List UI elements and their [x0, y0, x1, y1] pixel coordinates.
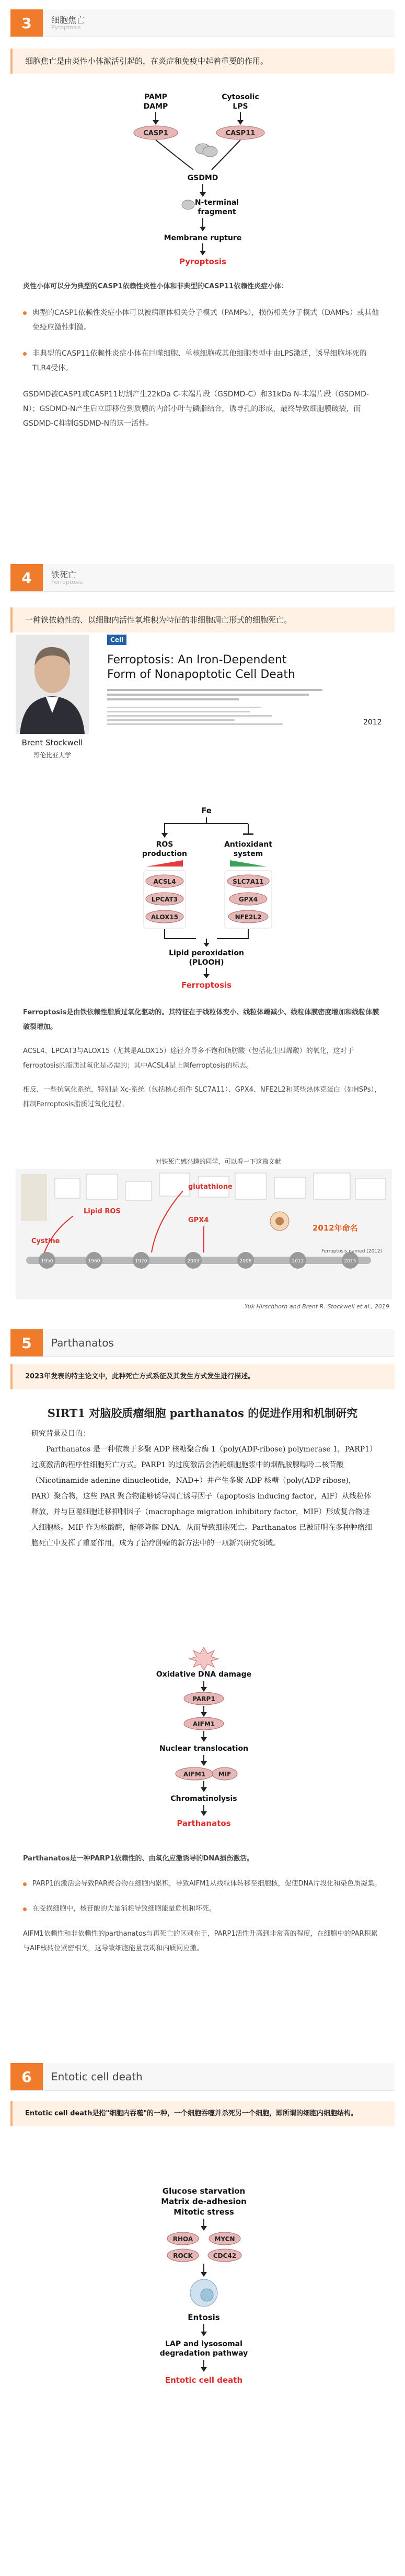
pyroptosis-text: [0, 279, 405, 431]
section-header: [10, 2063, 395, 2091]
nuclear-label: Nuclear translocation: [159, 1744, 249, 1753]
lap-label-2: degradation pathway: [159, 2349, 248, 2358]
text-tile: [355, 1178, 386, 1199]
thesis-title: [0, 1405, 405, 1421]
highlight-year: 2012年命名: [313, 1223, 358, 1233]
arrowhead: [201, 2367, 207, 2372]
section-title: 细胞焦亡: [51, 15, 85, 25]
paper-title-1: Ferroptosis: An Iron-Dependent: [107, 653, 287, 666]
text-tile: [235, 1173, 267, 1199]
mif-label: MIF: [218, 1771, 232, 1778]
year-label: 1950: [41, 1259, 53, 1264]
image-tile: [21, 1174, 47, 1221]
oxidative-label: Oxidative DNA damage: [156, 1670, 252, 1679]
intro-box: [10, 49, 395, 74]
entotic-outcome: Entotic cell death: [165, 2375, 243, 2385]
bullet-item: 非典型的CASP11依赖性炎症小体在巨噬细胞、单核细胞或其他细胞类型中由LPS激活，诱导细胞坏死的TLR4受体。: [23, 346, 382, 376]
lead-text: Parthanatos是一种PARP1依赖性的、由氧化应激诱导的DNA损伤激活。: [23, 1855, 254, 1863]
bullet-item: 在受损细胞中，核苷酸的大量消耗导致细胞能量危机和坏死。: [23, 1902, 382, 1916]
year-label: 2015: [344, 1259, 356, 1264]
ferro-para-1: [23, 1005, 382, 1035]
arrowhead: [201, 1712, 207, 1717]
rock-label: ROCK: [173, 2252, 193, 2259]
arrowhead: [201, 1787, 207, 1792]
person-name: Brent Stockwell: [21, 738, 83, 747]
closing-text: AIFM1依赖性和非依赖性的parthanatos与再死亡的区别在于，PARP1活性升高到非常高的程度，在细胞中的PAR积累与AIF核转位紧密相关，这导致细胞能量衰竭和内质网应激。: [23, 1930, 378, 1952]
section-subtitle: Ferroptosis: [51, 579, 83, 586]
mycn-label: MYCN: [214, 2235, 235, 2243]
gsdmd-blob: [203, 146, 217, 157]
section-pyroptosis: [0, 9, 405, 74]
intro-box: [10, 2101, 395, 2126]
arrowhead: [161, 833, 168, 838]
arrowhead: [201, 2272, 207, 2277]
arrowhead: [153, 120, 159, 125]
section-number: 5: [10, 1329, 43, 1356]
ferro-definition: 是由铁依赖性脂质过氧化驱动的。其特征在于线粒体变小、线粒体嵴减少、线粒体膜密度增加和线粒体膜破裂增加。: [23, 1009, 379, 1031]
inner-cell: [201, 2289, 213, 2301]
rhoa-label: RHOA: [172, 2235, 193, 2243]
inhibit-line: [217, 929, 248, 939]
person-affiliation: 哥伦比亚大学: [33, 752, 71, 759]
paper-year: 2012: [363, 718, 382, 727]
gene-nfe2l2: NFE2L2: [235, 914, 262, 921]
antioxidant-label-2: system: [233, 850, 263, 858]
gene-acsl4: ACSL4: [153, 878, 176, 885]
arrowhead: [201, 1737, 207, 1742]
section-subtitle: Pyroptosis: [51, 24, 81, 31]
chromatin-label: Chromatinolysis: [170, 1795, 237, 1803]
ros-label-1: ROS: [156, 840, 173, 849]
arrowhead: [201, 1687, 207, 1692]
arrowhead: [203, 974, 210, 978]
stress-label-3: Mitotic stress: [173, 2207, 234, 2217]
timeline-chart: [16, 1169, 392, 1299]
intro-text: 2023年发表的特主论文中，此种死亡方式系征及其发生方式发生进行描述。: [25, 1373, 255, 1380]
lipid-label-2: (PLOOH): [189, 958, 224, 967]
label-lipid-ros: Lipid ROS: [84, 1208, 121, 1215]
pyroptosis-diagram: [99, 84, 308, 266]
gene-lpcat3: LPCAT3: [151, 896, 178, 903]
intro-box: [10, 1364, 395, 1389]
thesis-subheading: 研究背景及目的：: [31, 1430, 90, 1438]
fragment-blob: [182, 200, 194, 209]
casp1-label: CASP1: [143, 130, 168, 137]
closing-text: GSDMD被CASP1或CASP11切割产生22kDa C-末端片段（GSDMD-C）和31kDa N-末端片段（GSDMD-N）；GSDMD-N产生后立即移位到质膜的内部小叶与磷脂结合，诱导孔的形成，最终导致细胞膜破裂，而GSDMD-C抑制GSDMD-N的这一活性。: [23, 390, 369, 428]
ros-wedge: [146, 860, 183, 867]
parthanatos-text: [0, 1852, 405, 1956]
ferroptosis-text: [0, 1005, 405, 1112]
arrowhead: [200, 227, 206, 231]
cell-glyph: [275, 1217, 284, 1225]
year-label: 1960: [88, 1259, 100, 1264]
aifm1-label: AIFM1: [192, 1720, 215, 1728]
section-ferroptosis: [0, 564, 405, 633]
membrane-label: Membrane rupture: [164, 234, 242, 242]
gsdmd-label: GSDMD: [187, 174, 218, 182]
ferro-para-2: ACSL4、LPCAT3与ALOX15（尤其是ALOX15）途径介导多不饱和脂肪酸（包括花生四烯酸）的氧化，这对于ferroptosis的脂质过氧化是必需的；其中ACSL4是上调ferroptosis的标志。: [23, 1047, 354, 1070]
section-number: 6: [10, 2063, 43, 2090]
parthanatos-outcome: Parthanatos: [177, 1819, 231, 1828]
arrowhead: [201, 2226, 207, 2231]
thesis-excerpt: [0, 1405, 405, 1551]
ferroptosis-outcome: Ferroptosis: [181, 980, 232, 990]
timeline-heading: 对铁死亡感兴趣的同学，可以看一下这篇文献: [155, 1158, 281, 1165]
section-header: [10, 9, 395, 37]
thesis-title-post: 的促进作用和机制研究: [244, 1407, 358, 1420]
input-cytosolic: Cytosolic: [222, 93, 259, 101]
arrow: [156, 140, 193, 170]
label-gpx4: GPX4: [188, 1216, 209, 1224]
label-glutathione: glutathione: [188, 1183, 233, 1191]
journal-badge: Cell: [107, 635, 126, 645]
arrow: [165, 929, 196, 939]
ferro-para-3: 相反，一些抗氧化系统，特别是 Xc-系统（包括核心组件 SLC7A11）、GPX4、NFE2L2和某些热休克蛋白（如HSPs），抑制Ferroptosis脂质过氧化过程。: [23, 1086, 381, 1108]
text-tile: [125, 1181, 152, 1200]
text-tile: [55, 1178, 80, 1198]
thesis-body: Parthanatos 是一种依赖于多聚 ADP 核糖聚合酶 1（poly(ADP-ribose) polymerase 1，PARP1）过度激活的程序性细胞死亡方式。PARP1 的过度激活会消耗细胞胞浆中的烟酰胺腺嘌呤二核苷酸（Nicotinamide adenine dinucleotide，NAD+）并产生多聚 ADP 核糖（poly(ADP-ribose)，PAR）聚合物，这些 PAR 聚合物能够诱导凋亡诱导因子（apoptosis inducing factor，AIF）从线粒体释放，并与巨噬细胞迁移抑制因子（macrophage migration inhibitory factor，MIF）形成复合物进入细胞核。MIF 作为核酸酶，能够降解 DNA，从而导致细胞死亡。Parthanatos 已被证明在多种肿瘤细胞死亡中发挥了重要作用，成为了治疗肿瘤的新方法中的一项新兴研究领域。: [31, 1445, 374, 1548]
arrowhead: [200, 251, 206, 255]
text-tile: [159, 1173, 190, 1196]
stress-label-2: Matrix de-adhesion: [161, 2197, 247, 2206]
lap-label-1: LAP and lysosomal: [165, 2340, 242, 2348]
section-header: [10, 1329, 395, 1357]
year-label: 2008: [239, 1259, 252, 1264]
section-title: Entotic cell death: [51, 2070, 143, 2083]
arrowhead: [237, 120, 244, 125]
parthanatos-diagram: [99, 1645, 308, 1839]
nterm-label-1: N-terminal: [194, 198, 239, 207]
section-number: 4: [10, 564, 43, 591]
intro-text: 一种铁依赖性的、以细胞内活性氧堆积为特征的非细胞凋亡形式的细胞死亡。: [25, 615, 292, 625]
thesis-title-pre: SIRT1 对脑胶质瘤细胞: [47, 1407, 170, 1420]
ros-label-2: production: [142, 850, 187, 858]
antioxidant-wedge: [230, 860, 267, 867]
input-damp: DAMP: [143, 102, 168, 111]
text-tile: [86, 1174, 118, 1199]
section-entotic: [0, 2063, 405, 2126]
timeline-figure: [16, 1157, 389, 1166]
gene-gpx4: GPX4: [238, 896, 258, 903]
timeline-source: Yuk Hirschhorn and Brent R. Stockwell et al., 2019: [245, 1303, 389, 1310]
ferro-term: Ferroptosis: [23, 1009, 67, 1016]
lipid-label-1: Lipid peroxidation: [169, 949, 244, 957]
bullet-item: 典型的CASP1依赖性炎症小体可以被病原体相关分子模式（PAMPs），损伤相关分子模式（DAMPs）或其他免疫应激性刺激。: [23, 306, 382, 335]
intro-text: 是指"细胞内吞噬"的一种，一个细胞吞噬并杀死另一个细胞，即所谓的细胞内细胞结构。: [92, 2110, 358, 2117]
ferroptosis-diagram: [97, 802, 316, 990]
casp11-label: CASP11: [225, 130, 256, 137]
label-cystine: Cystine: [31, 1237, 60, 1245]
intro-term: Entotic cell death: [25, 2110, 92, 2117]
author-lines: [107, 689, 327, 728]
arrowhead: [201, 1761, 207, 1766]
section-number: 3: [10, 9, 43, 37]
bullet-item: PARP1的激活会导致PAR聚合物在细胞内累积，导致AIFM1从线粒体转移至细胞核，促使DNA片段化和染色质凝集。: [23, 1877, 382, 1891]
section-parthanatos: [0, 1329, 405, 1389]
label-ferroptosis-named: Ferroptosis named (2012): [321, 1249, 383, 1254]
year-label: 2003: [187, 1259, 200, 1264]
lead-text: 炎性小体可以分为典型的CASP1依赖性炎性小体和非典型的CASP11依赖性炎症小体：: [23, 283, 288, 290]
arrowhead: [201, 1811, 207, 1816]
entosis-label: Entosis: [188, 2313, 220, 2322]
gene-alox15: ALOX15: [151, 914, 179, 921]
year-label: 1970: [135, 1259, 147, 1264]
year-label: 2012: [292, 1259, 304, 1264]
fe-label: Fe: [201, 806, 212, 815]
paper-title-2: Form of Nonapoptotic Cell Death: [107, 668, 295, 681]
nterm-label-2: fragment: [198, 208, 236, 216]
arrowhead: [203, 943, 210, 947]
text-tile: [274, 1177, 306, 1198]
arrow: [165, 817, 206, 834]
arrowhead: [201, 2332, 207, 2336]
text-tile: [314, 1173, 350, 1199]
antioxidant-label-1: Antioxidant: [224, 840, 272, 849]
cdc42-label: CDC42: [213, 2252, 237, 2259]
stress-label-1: Glucose starvation: [162, 2186, 246, 2196]
damage-burst: [189, 1647, 218, 1670]
thesis-title-term: parthanatos: [169, 1407, 244, 1420]
aifm1-label-2: AIFM1: [183, 1771, 206, 1778]
intro-box: [10, 607, 395, 633]
section-title: Parthanatos: [51, 1337, 114, 1349]
paper-figure: [16, 635, 392, 776]
portrait-photo: [16, 635, 89, 734]
input-lps: LPS: [233, 102, 248, 111]
arrowhead: [200, 192, 206, 197]
section-title: 铁死亡: [51, 570, 77, 580]
section-header: [10, 564, 395, 592]
input-pamp: PAMP: [144, 93, 168, 101]
parp1-label: PARP1: [192, 1695, 215, 1703]
gene-slc7a11: SLC7A11: [233, 878, 264, 885]
intro-text: 细胞焦亡是由炎性小体激活引起的，在炎症和免疫中起着重要的作用。: [25, 56, 269, 66]
entotic-diagram: [99, 2173, 308, 2392]
pyroptosis-outcome: Pyroptosis: [179, 257, 226, 266]
